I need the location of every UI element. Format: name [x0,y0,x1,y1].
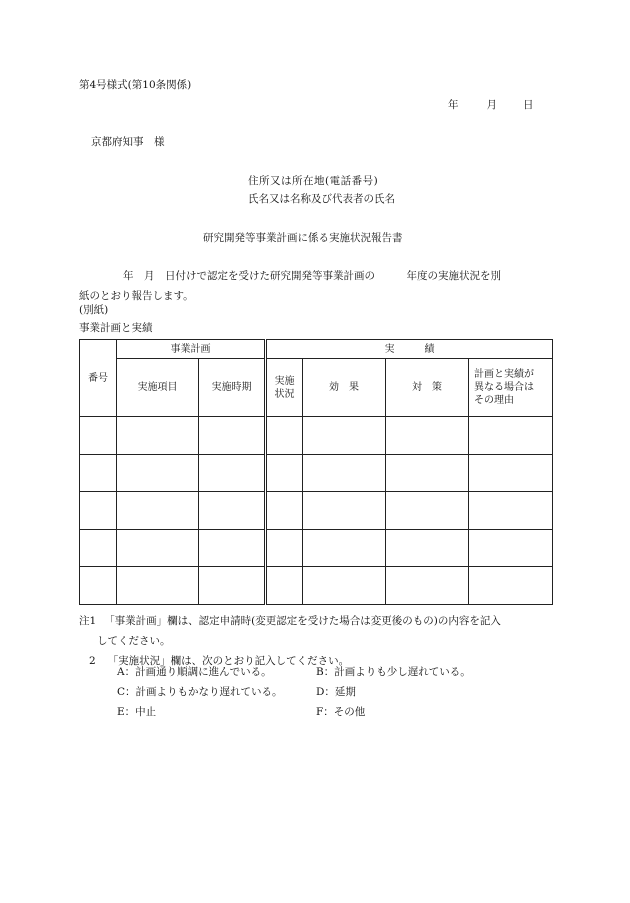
table-cell[interactable] [80,417,117,455]
table-cell[interactable] [303,529,386,567]
table-cell[interactable] [266,492,303,530]
status-option-d: D：延期 [316,686,356,698]
table-row [80,529,553,567]
table-cell[interactable] [266,567,303,605]
table-cell[interactable] [386,454,469,492]
table-cell[interactable] [266,529,303,567]
col-status-header [266,359,303,417]
table-cell[interactable] [199,529,266,567]
table-cell[interactable] [80,492,117,530]
body-text-line1: 年 月 日付けで認定を受けた研究開発等事業計画の 年度の実施状況を別 [123,270,501,282]
col-period-header: 実施時期 [199,359,266,417]
table-row [80,417,553,455]
table-row [80,454,553,492]
table-cell[interactable] [199,567,266,605]
table-cell[interactable] [303,417,386,455]
table-cell[interactable] [266,454,303,492]
plan-results-table [79,339,553,605]
table-cell[interactable] [199,492,266,530]
note-1-prefix: 注1 [79,615,97,627]
note-1-line-2: してください。 [97,635,171,647]
table-body [80,417,553,605]
table-cell[interactable] [469,492,553,530]
table-header-row-2 [80,359,553,417]
col-item-header: 実施項目 [117,359,199,417]
table-cell[interactable] [199,454,266,492]
table-row [80,492,553,530]
group-plan-header: 事業計画 [117,340,266,359]
table-title: 事業計画と実績 [79,322,153,334]
table-cell[interactable] [469,567,553,605]
note-2-prefix: 2 [89,655,96,667]
date-year-label: 年 [448,99,459,111]
table-cell[interactable] [386,492,469,530]
report-body-text [79,266,551,306]
table-cell[interactable] [266,417,303,455]
table-cell[interactable] [386,567,469,605]
table-cell[interactable] [303,567,386,605]
date-month-label: 月 [486,99,497,111]
col-number-header: 番号 [80,340,117,417]
table-cell[interactable] [117,454,199,492]
table-cell[interactable] [80,529,117,567]
addressee: 京都府知事 様 [91,136,165,148]
status-option-f: F：その他 [316,706,366,718]
table-cell[interactable] [117,417,199,455]
document-title: 研究開発等事業計画に係る実施状況報告書 [203,232,403,244]
table-cell[interactable] [386,529,469,567]
notes-section [79,611,559,671]
col-reason-header [469,359,553,417]
group-result-header: 実 績 [266,340,553,359]
col-measure-header: 対 策 [386,359,469,417]
table-cell[interactable] [117,492,199,530]
table-cell[interactable] [117,529,199,567]
col-reason-header-line1: 計画と実績が [474,369,534,380]
col-status-header-line1: 実施 [274,375,295,387]
col-status-header-line2: 状況 [274,388,295,400]
table-cell[interactable] [199,417,266,455]
address-label: 住所又は所在地(電話番号) [248,175,379,187]
table-cell[interactable] [80,567,117,605]
note-1-text: 「事業計画」欄は、認定申請時(変更認定を受けた場合は変更後のもの)の内容を記入 [104,615,501,627]
note-2-text: 「実施状況」欄は、次のとおり記入してください。 [107,655,350,667]
status-option-a: A：計画通り順調に進んでいる。 [117,666,272,678]
name-label: 氏名又は名称及び代表者の氏名 [248,193,395,205]
table-cell[interactable] [80,454,117,492]
table-cell[interactable] [117,567,199,605]
body-text-line2: 紙のとおり報告します。 [79,290,194,302]
col-reason-header-line3: その理由 [474,395,514,406]
attachment-label: (別紙) [79,304,109,316]
status-option-b: B：計画よりも少し遅れている。 [316,666,471,678]
table-cell[interactable] [469,454,553,492]
table-row [80,567,553,605]
status-option-c: C：計画よりもかなり遅れている。 [117,686,283,698]
table-cell[interactable] [303,454,386,492]
table-cell[interactable] [386,417,469,455]
table-cell[interactable] [469,417,553,455]
col-reason-header-line2: 異なる場合は [474,382,534,393]
date-day-label: 日 [523,99,534,111]
table-header-row-1 [80,340,553,359]
note-1-line-1 [79,611,559,631]
col-effect-header: 効 果 [303,359,386,417]
table-cell[interactable] [303,492,386,530]
date-line [448,99,534,113]
status-option-e: E：中止 [117,706,157,718]
form-number: 第4号様式(第10条関係) [79,79,192,91]
table-cell[interactable] [469,529,553,567]
